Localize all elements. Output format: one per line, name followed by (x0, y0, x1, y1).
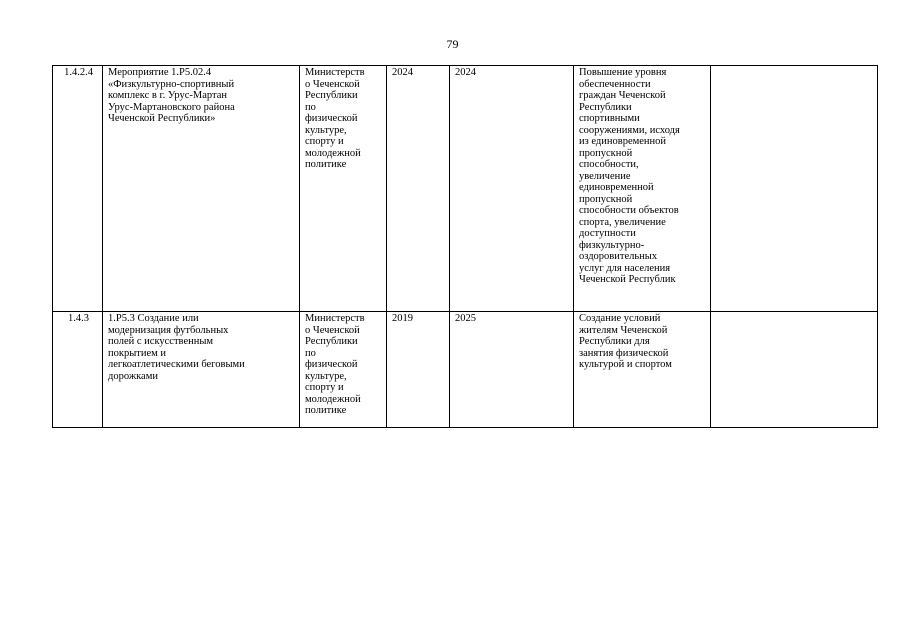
table-row (53, 312, 878, 428)
cell-text-line: легкоатлетическими беговыми (108, 359, 245, 370)
cell-start-year: 2019 (387, 312, 450, 428)
cell-text-line: Мероприятие 1.P5.02.4 (108, 67, 212, 78)
cell-text-line: увеличение (579, 170, 631, 182)
cell-number: 1.4.2.4 (53, 66, 103, 312)
cell-text-line: спорта, увеличение (579, 216, 666, 228)
cell-text-line: из единовременной (579, 136, 667, 147)
cell-text-line: Урус-Мартановского района (108, 101, 235, 113)
cell-text-line: Министерств (305, 313, 365, 324)
cell-text-line: модернизация футбольных (108, 324, 229, 336)
cell-text-line: молодежной (305, 393, 361, 405)
cell-text-line: услуг для населения (579, 262, 671, 274)
cell-text-line: физической (305, 113, 358, 124)
table-row (53, 66, 878, 312)
cell-end-year: 2025 (450, 312, 574, 428)
cell-extra (711, 66, 878, 312)
cell-text-line: Республики (579, 101, 632, 113)
cell-text-line: оздоровительных (579, 251, 658, 262)
cell-text-line: культуре, (305, 124, 347, 136)
table-body (53, 66, 878, 428)
cell-text-line: пропускной (579, 147, 633, 159)
cell-text-line: сооружениями, исходя (579, 124, 680, 136)
cell-text-line: Повышение уровня (579, 67, 667, 78)
cell-event-name (103, 312, 300, 428)
cell-text-line: 1.P5.3 Создание или (108, 313, 199, 324)
cell-text-line: по (305, 347, 316, 359)
cell-text-line: о Чеченской (305, 324, 360, 336)
cell-text-line: дорожками (108, 370, 158, 382)
cell-executor (300, 312, 387, 428)
cell-text-line: политике (305, 405, 347, 416)
cell-text-line: способности, (579, 159, 639, 170)
cell-text-line: спорту и (305, 382, 344, 393)
cell-text-line: Республики (305, 336, 358, 347)
cell-text-line: спортивными (579, 113, 640, 124)
cell-text-line: Создание условий (579, 313, 661, 324)
cell-text-line: жителям Чеченской (579, 324, 668, 336)
cell-text-line: покрытием и (108, 347, 167, 359)
cell-text-line: Республики (305, 90, 358, 101)
cell-expected-result (574, 66, 711, 312)
cell-text-line: по (305, 101, 316, 113)
cell-event-name (103, 66, 300, 312)
cell-text-line: доступности (579, 228, 636, 239)
cell-text-line: обеспеченности (579, 78, 651, 90)
cell-text-line: культурой и спортом (579, 359, 672, 370)
program-table (52, 65, 878, 428)
cell-text-line: комплекс в г. Урус-Мартан (108, 90, 227, 101)
cell-start-year: 2024 (387, 66, 450, 312)
cell-text-line: единовременной (579, 182, 654, 193)
cell-text-line: полей с искусственным (108, 336, 214, 347)
cell-text-line: физкультурно- (579, 239, 645, 251)
cell-text-line: Чеченской Республик (579, 274, 676, 285)
cell-text-line: способности объектов (579, 205, 679, 216)
cell-text-line: политике (305, 159, 347, 170)
cell-text-line: Республики для (579, 336, 650, 347)
cell-text-line: молодежной (305, 147, 361, 159)
cell-text-line: физической (305, 359, 358, 370)
cell-text-line: занятия физической (579, 347, 669, 359)
cell-expected-result (574, 312, 711, 428)
cell-text-line: «Физкультурно-спортивный (108, 78, 235, 90)
cell-executor (300, 66, 387, 312)
cell-text-line: культуре, (305, 370, 347, 382)
cell-text-line: Чеченской Республики» (108, 113, 216, 124)
cell-text-line: граждан Чеченской (579, 90, 666, 101)
cell-extra (711, 312, 878, 428)
cell-text-line: пропускной (579, 193, 633, 205)
cell-number: 1.4.3 (53, 312, 103, 428)
cell-text-line: Министерств (305, 67, 365, 78)
cell-text-line: спорту и (305, 136, 344, 147)
cell-text-line: о Чеченской (305, 78, 360, 90)
cell-end-year: 2024 (450, 66, 574, 312)
page-number: 79 (446, 37, 459, 51)
